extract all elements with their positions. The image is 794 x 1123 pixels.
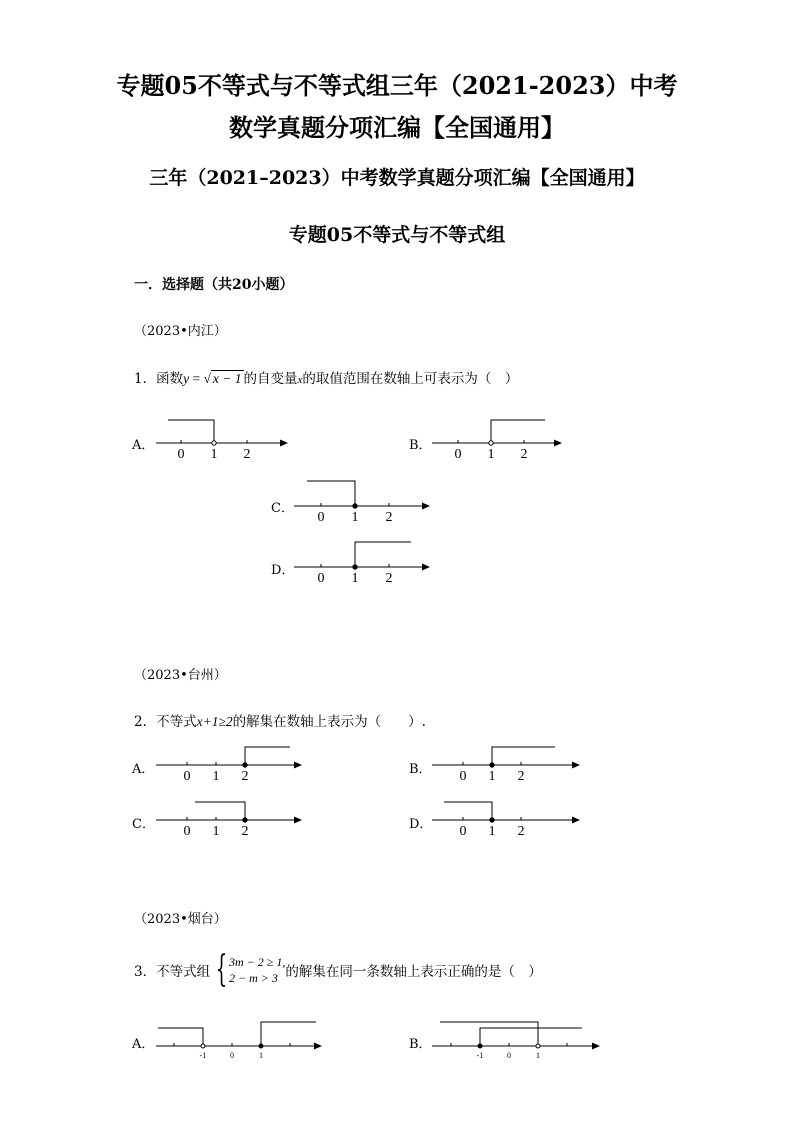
section-heading: 一．选择题（共20小题） [134, 277, 294, 293]
q1-option-a-label[interactable]: A． [132, 438, 155, 453]
question-1-mid: 的自变量 [243, 371, 298, 387]
formula-radicand: x − 1 [212, 371, 242, 386]
q2d-solution-bracket [444, 802, 492, 820]
q1c-tick-label: 2 [385, 510, 393, 525]
q2d-tick-label: 2 [517, 824, 525, 839]
formula-lhs: y [183, 371, 190, 386]
q1c-tick-label: 1 [351, 510, 359, 525]
q3a-closed-point [259, 1044, 263, 1048]
q1b-arrow-icon [554, 440, 562, 447]
question-2-formula: x+1≥2 [196, 714, 233, 729]
q1-option-d-label[interactable]: D． [271, 563, 295, 578]
q1b-solution-bracket [491, 420, 545, 443]
q1d-arrow-icon [422, 564, 430, 571]
q3a-open-point [201, 1044, 205, 1048]
q1a-tick-label: 1 [210, 447, 218, 462]
q2b-tick-label: 0 [459, 769, 467, 784]
q2c-tick-label: 2 [241, 824, 249, 839]
document-subtitle: 三年（2021–2023）中考数学真题分项汇编【全国通用】 [149, 167, 645, 189]
q2a-tick-label: 2 [241, 769, 249, 784]
question-3-suffix: 的解集在同一条数轴上表示正确的是（ ） [285, 964, 542, 980]
q1c-arrow-icon [422, 503, 430, 510]
q2c-arrow-icon [294, 817, 302, 824]
q3b-tick-label: 0 [507, 1051, 511, 1060]
question-1-prefix: 1．函数 [134, 371, 184, 387]
q2-option-c-label[interactable]: C． [132, 817, 155, 832]
q2a-tick-label: 1 [212, 769, 220, 784]
q1c-tick-label: 0 [317, 510, 325, 525]
q2d-tick-label: 1 [488, 824, 496, 839]
q1c-closed-point [353, 504, 357, 508]
q2a-solution-bracket [245, 747, 290, 765]
q3b-open-point [536, 1044, 540, 1048]
q2b-tick-label: 1 [488, 769, 496, 784]
q3a-solution-bracket [261, 1022, 316, 1046]
q3a-solution-bracket [158, 1028, 203, 1046]
q1-option-b-label[interactable]: B． [409, 438, 432, 453]
question-2-prefix: 2．不等式 [134, 714, 197, 730]
q2-option-a-label[interactable]: A． [132, 762, 155, 777]
q3b-solution-bracket [440, 1022, 538, 1046]
q2b-closed-point [490, 763, 494, 767]
q3b-tick-label: -1 [476, 1051, 484, 1060]
q2d-tick-label: 0 [459, 824, 467, 839]
question-1-source: （2023•内江） [134, 324, 227, 339]
q2-option-b-label[interactable]: B． [409, 762, 432, 777]
question-1-var: x [297, 374, 303, 386]
q3a-tick-label: -1 [199, 1051, 207, 1060]
q1a-solution-bracket [168, 420, 214, 443]
q1b-open-point [489, 441, 493, 445]
q3b-tick-label: 1 [536, 1051, 540, 1060]
q2c-tick-label: 1 [212, 824, 220, 839]
question-1-suffix: 的取值范围在数轴上可表示为（ ） [302, 371, 519, 387]
q3a-arrow-icon [314, 1043, 322, 1050]
question-3-stem [134, 949, 542, 990]
question-3-prefix: 3．不等式组 [134, 964, 211, 980]
q1b-tick-label: 2 [520, 447, 528, 462]
q1a-tick-label: 0 [177, 447, 185, 462]
q1-option-c-label[interactable]: C． [271, 501, 294, 516]
question-2-suffix: 的解集在数轴上表示为（ ）. [232, 714, 426, 730]
q3b-closed-point [478, 1044, 482, 1048]
q3-option-a-label[interactable]: A． [132, 1037, 155, 1052]
question-2-source: （2023•台州） [134, 668, 227, 683]
q2d-arrow-icon [572, 817, 580, 824]
q2b-solution-bracket [492, 747, 555, 765]
q2c-closed-point [243, 818, 247, 822]
q3-option-b-label[interactable]: B． [409, 1037, 432, 1052]
q2a-closed-point [243, 763, 247, 767]
question-3-source: （2023•烟台） [134, 912, 227, 927]
q2-option-d-label[interactable]: D． [409, 817, 433, 832]
q2b-tick-label: 2 [517, 769, 525, 784]
topic-heading: 专题05不等式与不等式组 [288, 224, 506, 246]
q1d-tick-label: 1 [351, 571, 359, 586]
q1a-tick-label: 2 [243, 447, 251, 462]
q3b-arrow-icon [592, 1043, 600, 1050]
q1a-arrow-icon [280, 440, 288, 447]
document-title-line2: 数学真题分项汇编【全国通用】 [229, 113, 565, 142]
q3a-tick-label: 0 [230, 1051, 234, 1060]
question-2-stem [134, 710, 426, 730]
formula-equals: = [189, 371, 204, 386]
q1d-tick-label: 0 [317, 571, 325, 586]
system-line-1: 3m − 2 ≥ 1, [229, 955, 286, 969]
system-line-2: 2 − m > 3 [229, 971, 278, 985]
inequality-system [229, 954, 285, 986]
document-title-line1: 专题05不等式与不等式组三年（2021-2023）中考 [116, 71, 678, 100]
q1a-open-point [212, 441, 216, 445]
q2b-arrow-icon [572, 762, 580, 769]
radical-icon: √ [203, 371, 211, 386]
q2d-closed-point [490, 818, 494, 822]
q1b-tick-label: 0 [454, 447, 462, 462]
q3a-tick-label: 1 [259, 1051, 263, 1060]
q2a-arrow-icon [294, 762, 302, 769]
q1d-closed-point [353, 565, 357, 569]
left-brace-icon: { [215, 949, 228, 990]
q1d-solution-bracket [355, 542, 411, 567]
q2c-tick-label: 0 [183, 824, 191, 839]
q2c-solution-bracket [195, 802, 245, 820]
q1b-tick-label: 1 [487, 447, 495, 462]
q2a-tick-label: 0 [183, 769, 191, 784]
q1c-solution-bracket [307, 481, 355, 506]
q1d-tick-label: 2 [385, 571, 393, 586]
